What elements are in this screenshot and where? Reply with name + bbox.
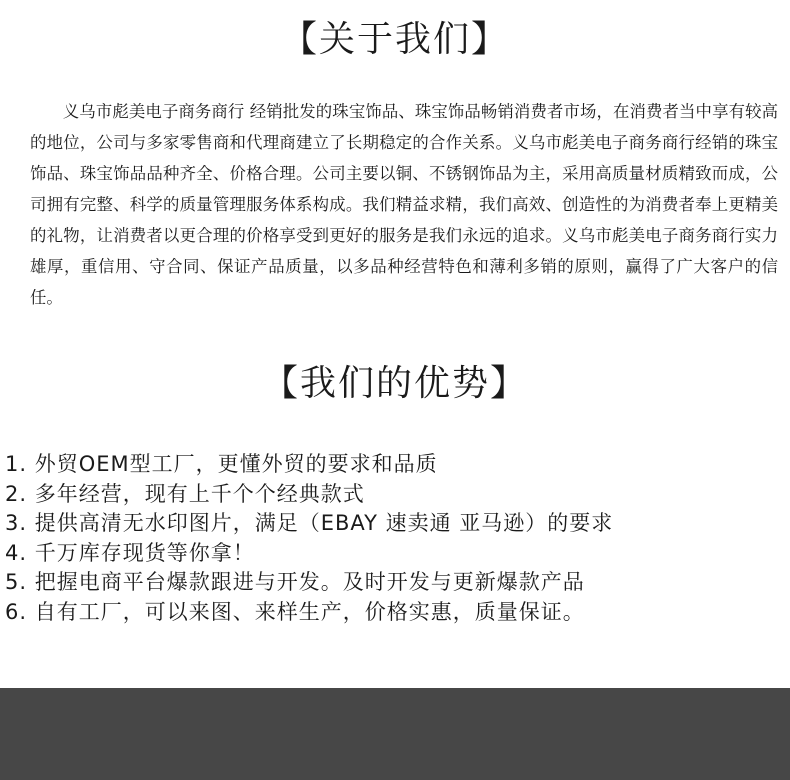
advantage-item-1: 1. 外贸OEM型工厂，更懂外贸的要求和品质 <box>5 452 438 476</box>
advantages-list <box>5 450 785 627</box>
about-us-paragraph: 义乌市彪美电子商务商行 经销批发的珠宝饰品、珠宝饰品畅销消费者市场，在消费者当中享有较高的地位，公司与多家零售商和代理商建立了长期稳定的合作关系。义乌市彪美电子商务商行经销的珠宝饰品、珠宝饰品品种齐全、价格合理。公司主要以铜、不锈钢饰品为主，采用高质量材质精致而成，公司拥有完整、科学的质量管理服务体系构成。我们精益求精，我们高效、创造性的为消费者奉上更精美的礼物，让消费者以更合理的价格享受到更好的服务是我们永远的追求。义乌市彪美电子商务商行实力雄厚，重信用、守合同、保证产品质量，以多品种经营特色和薄利多销的原则，赢得了广大客户的信任。 <box>30 102 778 307</box>
footer-band <box>0 688 790 780</box>
advantage-item-2: 2. 多年经营，现有上千个个经典款式 <box>5 481 365 506</box>
advantage-item-6: 6. 自有工厂，可以来图、来样生产，价格实惠，质量保证。 <box>5 599 585 624</box>
about-us-title: 【关于我们】 <box>280 19 509 60</box>
advantage-item-3: 3. 提供高清无水印图片，满足（EBAY 速卖通 亚马逊）的要求 <box>5 511 614 535</box>
advantage-item-4: 4. 千万库存现货等你拿！ <box>5 540 255 565</box>
our-advantages-title: 【我们的优势】 <box>261 363 528 404</box>
advantage-item-5: 5. 把握电商平台爆款跟进与开发。及时开发与更新爆款产品 <box>5 570 585 594</box>
